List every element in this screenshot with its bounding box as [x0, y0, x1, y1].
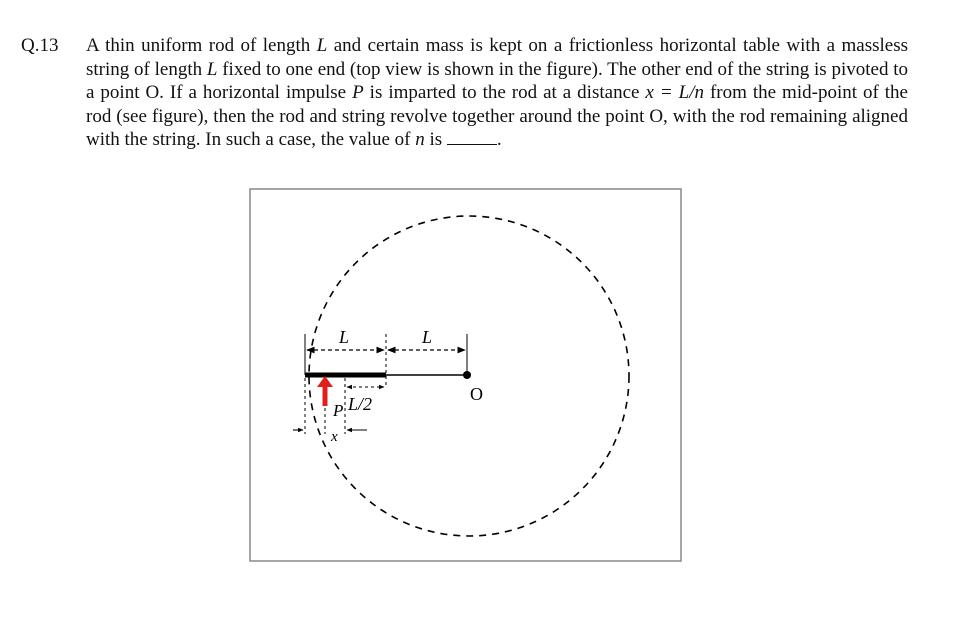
symbol-L: L [316, 35, 328, 56]
impulse-label: P [333, 401, 344, 420]
question-end: . [496, 129, 502, 151]
symbol-P: P [352, 82, 364, 104]
question-text-part: from the mid-point of the rod (see figure), then the rod and string revolve together around the point O, with the rod remaining aligned with the string. In such a case, the value of [86, 82, 908, 151]
answer-blank [447, 130, 497, 145]
string-length-label: L [422, 327, 433, 347]
symbol-n: n [415, 129, 425, 151]
equation-x: x = L/n [645, 82, 704, 104]
question-text-part: is [424, 129, 443, 151]
question-text-part: fixed to one end (top view is shown in the figure). The other end of the string is pivoted to a point O. If a horizontal impulse [86, 58, 908, 104]
figure-svg [249, 188, 682, 562]
question-number: Q.13 [21, 35, 59, 56]
half-length-label: L/2 [348, 394, 373, 414]
pivot-label: O [470, 384, 483, 404]
pivot-point [463, 371, 471, 379]
question-text [86, 34, 908, 152]
question-text-part: is imparted to the rod at a distance [363, 82, 646, 104]
question-text-part: and certain mass is kept on a frictionless horizontal table with a massless string of length [86, 35, 908, 80]
question-text-part: A thin uniform rod of length [86, 35, 317, 56]
rod-length-label: L [339, 327, 350, 347]
figure-panel [249, 188, 682, 562]
symbol-L: L [206, 58, 218, 80]
distance-label: x [331, 429, 338, 445]
